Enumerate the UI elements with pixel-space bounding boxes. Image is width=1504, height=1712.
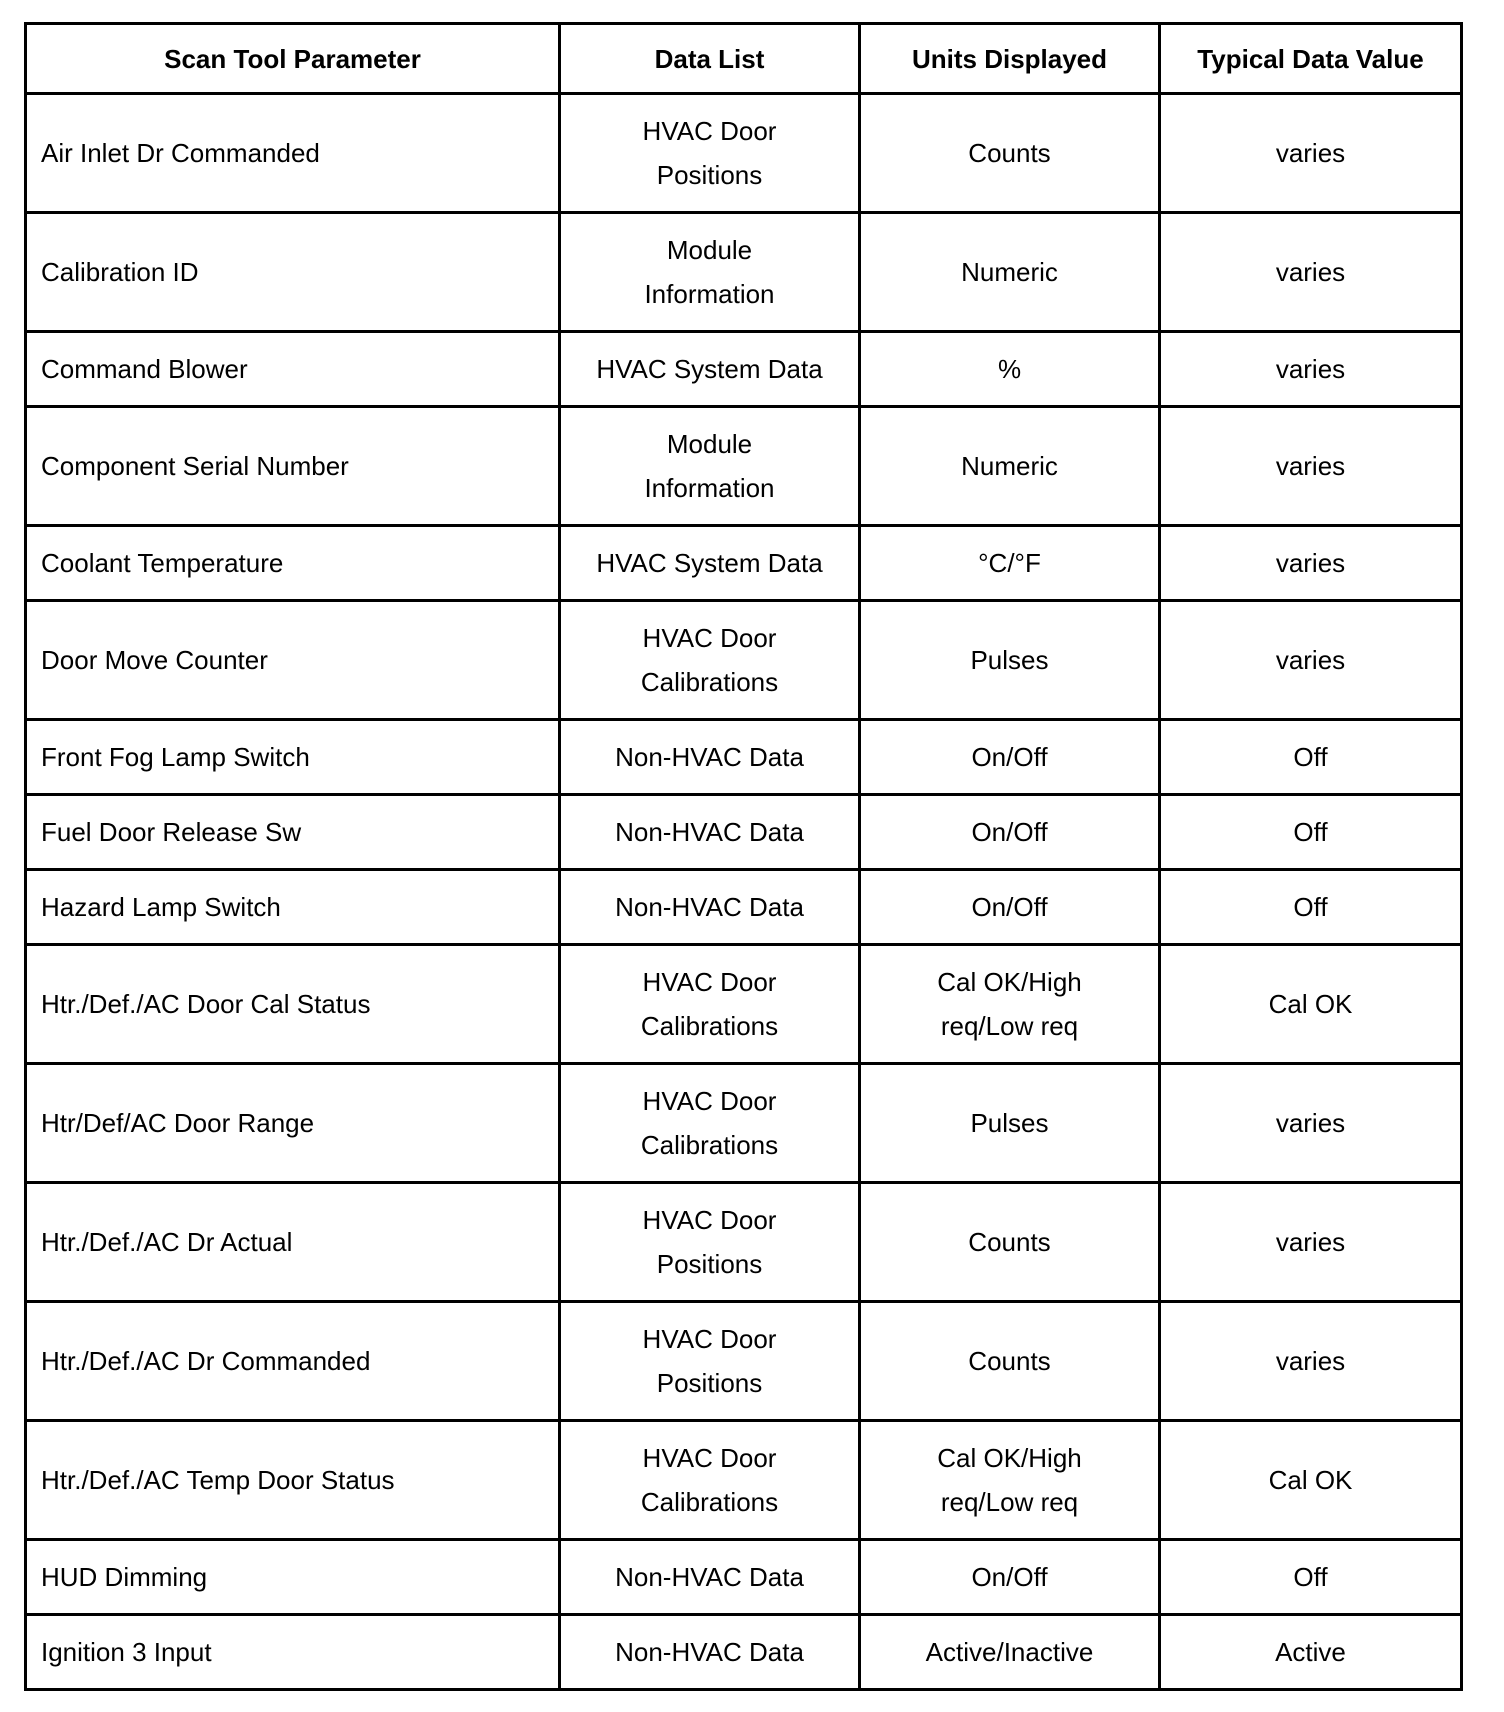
parameter-cell: Ignition 3 Input [26, 1615, 560, 1690]
units-line: On/Off [971, 892, 1048, 922]
typical-value-cell: Cal OK [1160, 1421, 1462, 1540]
table-row [26, 1421, 1462, 1540]
data-list-line: Calibrations [640, 1487, 779, 1517]
data-list-line: Positions [656, 160, 763, 190]
units-cell [860, 407, 1160, 526]
data-list-cell [560, 1302, 860, 1421]
data-list-cell [560, 1064, 860, 1183]
parameter-cell: Component Serial Number [26, 407, 560, 526]
data-list-cell [560, 1421, 860, 1540]
units-line: Pulses [970, 1108, 1049, 1138]
units-line: % [997, 354, 1022, 384]
units-line: Cal OK/High [937, 1443, 1082, 1473]
data-list-line: Calibrations [640, 667, 779, 697]
parameter-cell: Door Move Counter [26, 601, 560, 720]
table-row [26, 795, 1462, 870]
table-row [26, 1615, 1462, 1690]
typical-value-cell: Cal OK [1160, 945, 1462, 1064]
table-row [26, 870, 1462, 945]
data-list-cell [560, 720, 860, 795]
table-row [26, 601, 1462, 720]
data-list-line: HVAC Door [642, 1086, 777, 1116]
parameter-cell: Air Inlet Dr Commanded [26, 94, 560, 213]
units-line: Pulses [970, 645, 1049, 675]
data-list-line: Information [644, 473, 775, 503]
parameter-cell: Htr./Def./AC Temp Door Status [26, 1421, 560, 1540]
units-line: req/Low req [940, 1011, 1079, 1041]
data-list-cell [560, 407, 860, 526]
parameter-cell: Calibration ID [26, 213, 560, 332]
table-row [26, 332, 1462, 407]
units-cell [860, 1540, 1160, 1615]
data-list-line: HVAC Door [642, 116, 777, 146]
typical-value-cell: varies [1160, 94, 1462, 213]
units-cell [860, 1183, 1160, 1302]
typical-value-cell: varies [1160, 526, 1462, 601]
units-cell [860, 526, 1160, 601]
parameter-cell: Coolant Temperature [26, 526, 560, 601]
data-list-line: Non-HVAC Data [615, 742, 804, 772]
data-list-cell [560, 1183, 860, 1302]
data-list-line: Positions [656, 1249, 763, 1279]
parameter-cell: Fuel Door Release Sw [26, 795, 560, 870]
data-list-line: HVAC Door [642, 1205, 777, 1235]
units-line: Numeric [961, 257, 1058, 287]
header-scan-tool-parameter: Scan Tool Parameter [26, 24, 560, 94]
typical-value-cell: varies [1160, 332, 1462, 407]
units-cell [860, 601, 1160, 720]
units-line: On/Off [971, 817, 1048, 847]
typical-value-cell: Off [1160, 870, 1462, 945]
data-list-cell [560, 526, 860, 601]
data-list-line: Calibrations [640, 1011, 779, 1041]
units-cell [860, 1615, 1160, 1690]
parameter-cell: Htr./Def./AC Dr Commanded [26, 1302, 560, 1421]
data-list-cell [560, 795, 860, 870]
data-list-cell [560, 945, 860, 1064]
units-line: req/Low req [940, 1487, 1079, 1517]
typical-value-cell: varies [1160, 407, 1462, 526]
units-line: Cal OK/High [937, 967, 1082, 997]
scan-tool-data-table [24, 22, 1463, 1691]
units-cell [860, 1064, 1160, 1183]
table-row [26, 1302, 1462, 1421]
header-row [26, 24, 1462, 94]
parameter-cell: Command Blower [26, 332, 560, 407]
table-row [26, 720, 1462, 795]
typical-value-cell: varies [1160, 1302, 1462, 1421]
units-cell [860, 720, 1160, 795]
units-line: On/Off [971, 742, 1048, 772]
data-list-cell [560, 1540, 860, 1615]
typical-value-cell: Off [1160, 795, 1462, 870]
data-list-cell [560, 870, 860, 945]
data-list-line: Non-HVAC Data [615, 1637, 804, 1667]
units-cell [860, 1421, 1160, 1540]
typical-value-cell: varies [1160, 213, 1462, 332]
data-list-line: Non-HVAC Data [615, 817, 804, 847]
data-list-line: Non-HVAC Data [615, 892, 804, 922]
data-list-line: HVAC Door [642, 623, 777, 653]
data-list-line: Calibrations [640, 1130, 779, 1160]
units-cell [860, 870, 1160, 945]
parameter-cell: Front Fog Lamp Switch [26, 720, 560, 795]
table-row [26, 1540, 1462, 1615]
data-list-line: Module [666, 235, 753, 265]
table-row [26, 407, 1462, 526]
typical-value-cell: Off [1160, 1540, 1462, 1615]
data-list-line: HVAC System Data [596, 548, 823, 578]
table-row [26, 1183, 1462, 1302]
units-line: Counts [968, 1227, 1051, 1257]
header-units-displayed: Units Displayed [860, 24, 1160, 94]
parameter-cell: Htr/Def/AC Door Range [26, 1064, 560, 1183]
table-row [26, 1064, 1462, 1183]
typical-value-cell: Active [1160, 1615, 1462, 1690]
units-line: Numeric [961, 451, 1058, 481]
data-list-line: Module [666, 429, 753, 459]
parameter-cell: Htr./Def./AC Door Cal Status [26, 945, 560, 1064]
units-line: Counts [968, 138, 1051, 168]
data-list-cell [560, 1615, 860, 1690]
units-cell [860, 213, 1160, 332]
typical-value-cell: varies [1160, 601, 1462, 720]
data-list-line: HVAC Door [642, 1324, 777, 1354]
units-line: °C/°F [978, 548, 1041, 578]
data-list-line: Non-HVAC Data [615, 1562, 804, 1592]
units-line: On/Off [971, 1562, 1048, 1592]
data-list-line: HVAC Door [642, 1443, 777, 1473]
data-list-line: Positions [656, 1368, 763, 1398]
table-row [26, 945, 1462, 1064]
typical-value-cell: varies [1160, 1064, 1462, 1183]
table-row [26, 526, 1462, 601]
units-cell [860, 795, 1160, 870]
data-list-cell [560, 332, 860, 407]
parameter-cell: Hazard Lamp Switch [26, 870, 560, 945]
typical-value-cell: varies [1160, 1183, 1462, 1302]
header-typical-data-value: Typical Data Value [1160, 24, 1462, 94]
units-cell [860, 1302, 1160, 1421]
header-data-list: Data List [560, 24, 860, 94]
parameter-cell: Htr./Def./AC Dr Actual [26, 1183, 560, 1302]
table-row [26, 94, 1462, 213]
typical-value-cell: Off [1160, 720, 1462, 795]
units-cell [860, 94, 1160, 213]
units-cell [860, 332, 1160, 407]
data-list-line: HVAC System Data [596, 354, 823, 384]
units-line: Counts [968, 1346, 1051, 1376]
data-list-cell [560, 601, 860, 720]
data-list-line: Information [644, 279, 775, 309]
data-list-cell [560, 94, 860, 213]
table-row [26, 213, 1462, 332]
parameter-cell: HUD Dimming [26, 1540, 560, 1615]
data-list-cell [560, 213, 860, 332]
units-line: Active/Inactive [925, 1637, 1094, 1667]
units-cell [860, 945, 1160, 1064]
data-list-line: HVAC Door [642, 967, 777, 997]
